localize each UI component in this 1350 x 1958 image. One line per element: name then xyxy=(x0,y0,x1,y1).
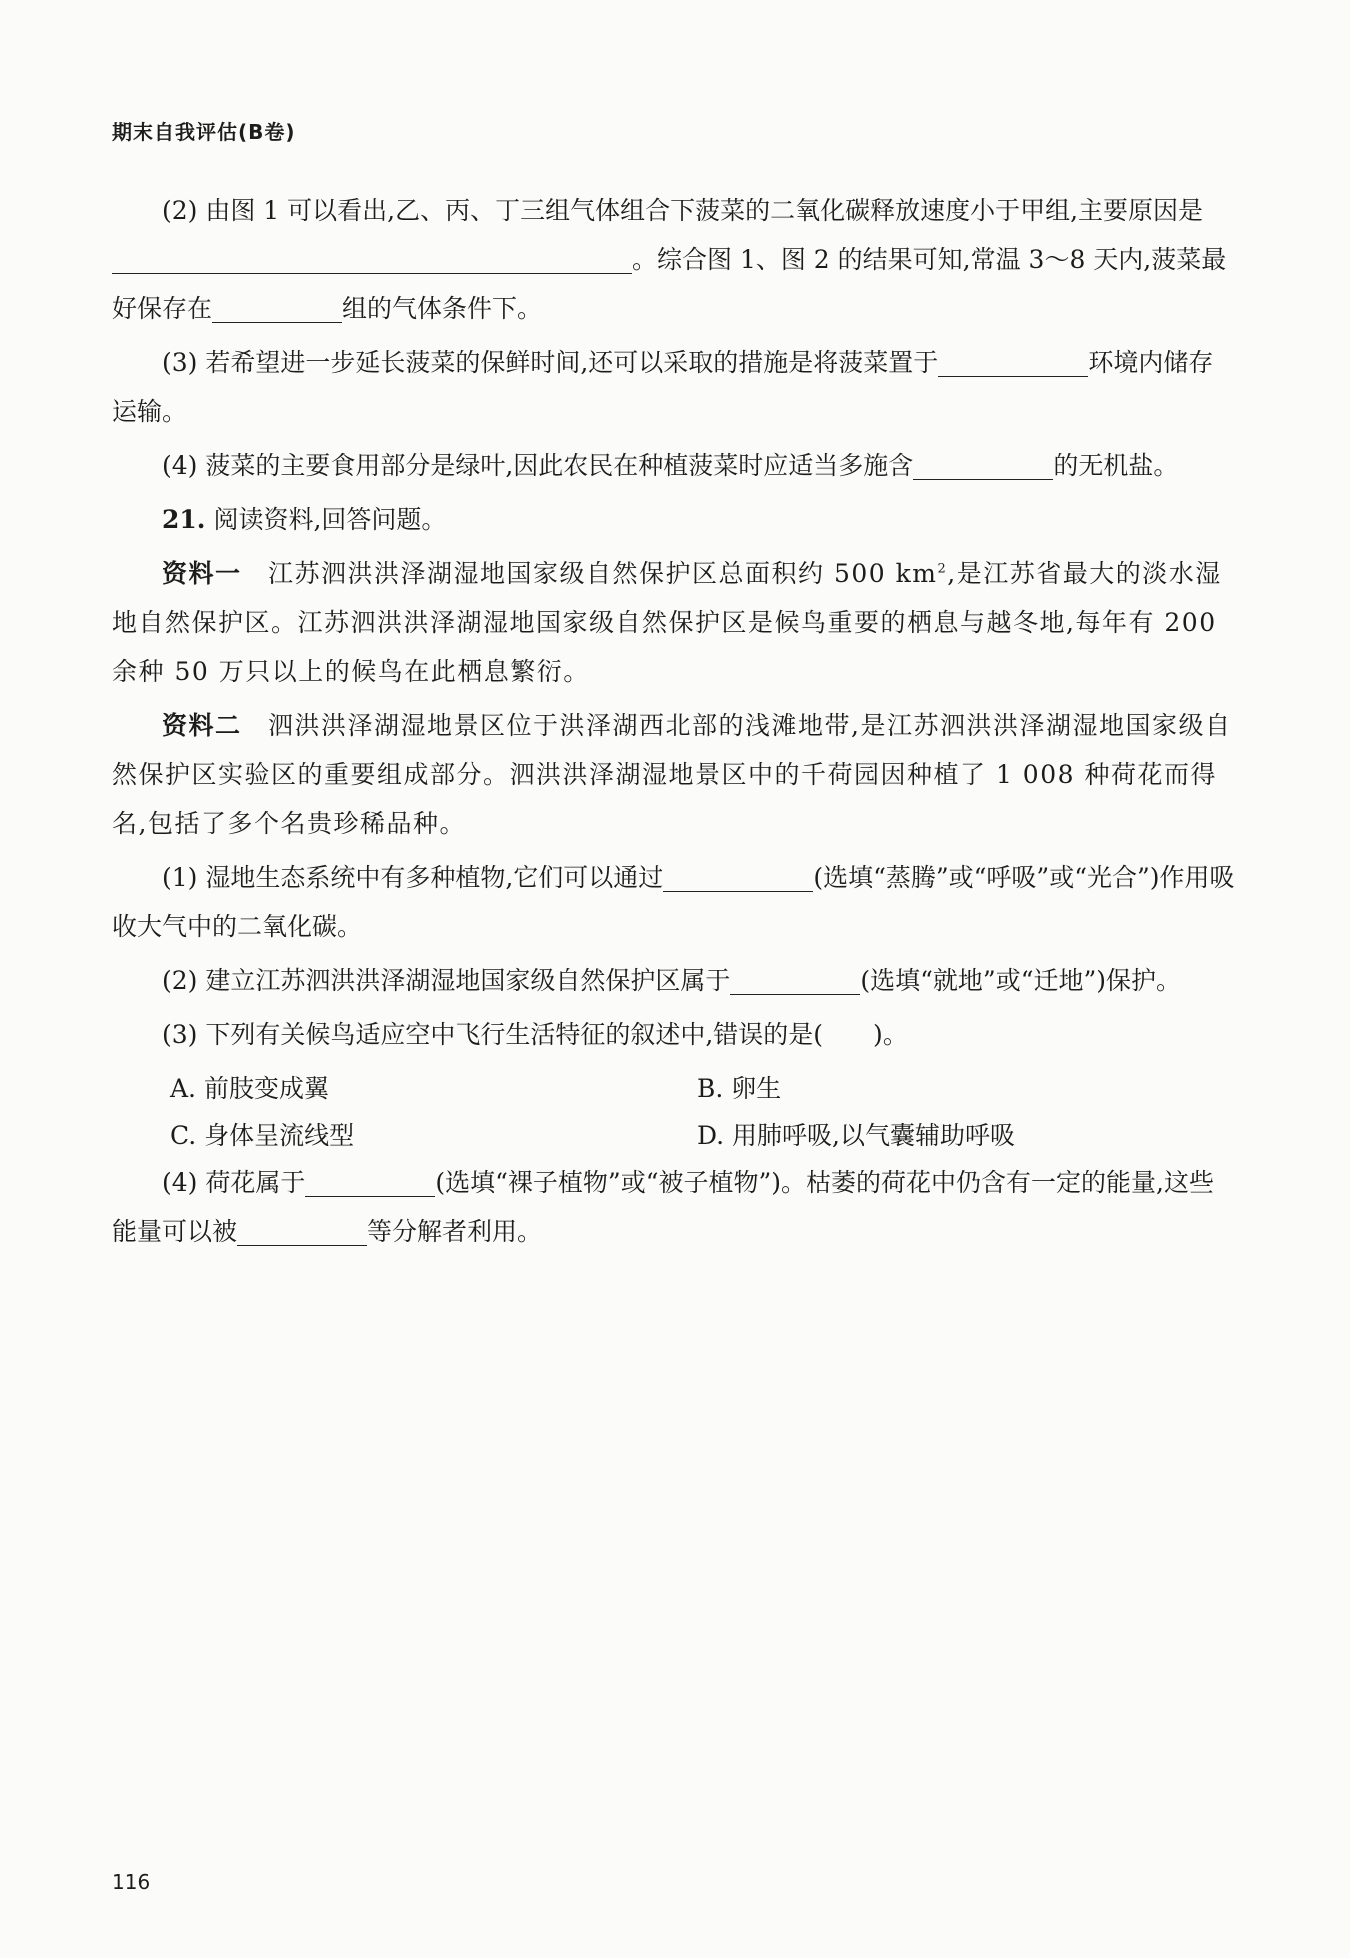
answer-blank[interactable] xyxy=(305,1169,435,1198)
answer-blank[interactable] xyxy=(938,349,1088,378)
material-two-label: 资料二 xyxy=(162,711,242,740)
option-a[interactable]: A. 前肢变成翼 xyxy=(170,1074,329,1103)
q21-part3-text: (3) 下列有关候鸟适应空中飞行生活特征的叙述中,错误的是( )。 xyxy=(162,1020,908,1049)
question-number: 21. xyxy=(162,505,206,534)
q20-part2 xyxy=(112,186,1237,333)
q21-part2-text-b: (选填“就地”或“迁地”)保护。 xyxy=(860,966,1182,995)
answer-blank[interactable] xyxy=(237,1218,367,1247)
choice-row-1 xyxy=(112,1064,1237,1111)
q20-part4-text-a: (4) 菠菜的主要食用部分是绿叶,因此农民在种植菠菜时应适当多施含 xyxy=(162,451,914,480)
q21-part4-text-c: 等分解者利用。 xyxy=(367,1217,543,1246)
option-b[interactable]: B. 卵生 xyxy=(697,1074,782,1103)
q20-part2-text-b: 。综合图 1、图 2 的结果可知,常温 3～8 天内,菠菜最好保存在 xyxy=(112,245,1227,323)
answer-blank[interactable] xyxy=(913,452,1053,481)
answer-blank[interactable] xyxy=(212,295,342,324)
q21-part1 xyxy=(112,853,1237,951)
q21-stem xyxy=(112,495,1237,544)
q21-stem-text: 阅读资料,回答问题。 xyxy=(213,505,447,534)
option-d[interactable]: D. 用肺呼吸,以气囊辅助呼吸 xyxy=(697,1121,1015,1150)
material-one-text-a: 江苏泗洪洪泽湖湿地国家级自然保护区总面积约 500 km xyxy=(268,559,938,588)
q20-part2-text-c: 组的气体条件下。 xyxy=(342,294,543,323)
q21-part3 xyxy=(112,1010,1237,1059)
material-one xyxy=(112,549,1237,696)
material-two xyxy=(112,701,1237,848)
document-body xyxy=(112,186,1237,1261)
q21-part1-text-b: (选填“蒸腾”或“呼吸”或“光合”)作用吸收大气中的二氧化碳。 xyxy=(112,863,1235,941)
q20-part3-text-b: 环境内储存运输。 xyxy=(112,348,1214,426)
page-number: 116 xyxy=(112,1870,151,1894)
material-two-text: 泗洪洪泽湖湿地景区位于洪泽湖西北部的浅滩地带,是江苏泗洪洪泽湖湿地国家级自然保护区实验区的重要组成部分。泗洪洪泽湖湿地景区中的千荷园因种植了 1 008 种荷花而得名,包括了多个名贵珍稀品种。 xyxy=(112,711,1232,838)
q21-part2 xyxy=(112,956,1237,1005)
q20-part3 xyxy=(112,338,1237,436)
superscript: 2 xyxy=(937,561,948,577)
page-header: 期末自我评估(B卷) xyxy=(112,120,296,144)
q20-part2-text-a: (2) 由图 1 可以看出,乙、丙、丁三组气体组合下菠菜的二氧化碳释放速度小于甲组,主要原因是 xyxy=(162,196,1204,225)
answer-blank[interactable] xyxy=(730,967,860,996)
q21-part4 xyxy=(112,1158,1237,1256)
q21-part2-text-a: (2) 建立江苏泗洪洪泽湖湿地国家级自然保护区属于 xyxy=(162,966,731,995)
q20-part3-text-a: (3) 若希望进一步延长菠菜的保鲜时间,还可以采取的措施是将菠菜置于 xyxy=(162,348,939,377)
material-one-text-b: ,是江苏省最大的淡水湿地自然保护区。江苏泗洪洪泽湖湿地国家级自然保护区是候鸟重要的栖息与越冬地,每年有 200 余种 50 万只以上的候鸟在此栖息繁衍。 xyxy=(112,559,1222,686)
q20-part4 xyxy=(112,441,1237,490)
q21-part1-text-a: (1) 湿地生态系统中有多种植物,它们可以通过 xyxy=(162,863,664,892)
answer-blank[interactable] xyxy=(112,246,632,275)
q21-part4-text-b: (选填“裸子植物”或“被子植物”)。枯萎的荷花中仍含有一定的能量,这些能量可以被 xyxy=(112,1168,1214,1246)
q20-part4-text-b: 的无机盐。 xyxy=(1053,451,1179,480)
material-one-label: 资料一 xyxy=(162,559,242,588)
option-c[interactable]: C. 身体呈流线型 xyxy=(170,1121,355,1150)
answer-blank[interactable] xyxy=(663,864,813,893)
choice-row-2 xyxy=(112,1111,1237,1158)
q21-part4-text-a: (4) 荷花属于 xyxy=(162,1168,306,1197)
